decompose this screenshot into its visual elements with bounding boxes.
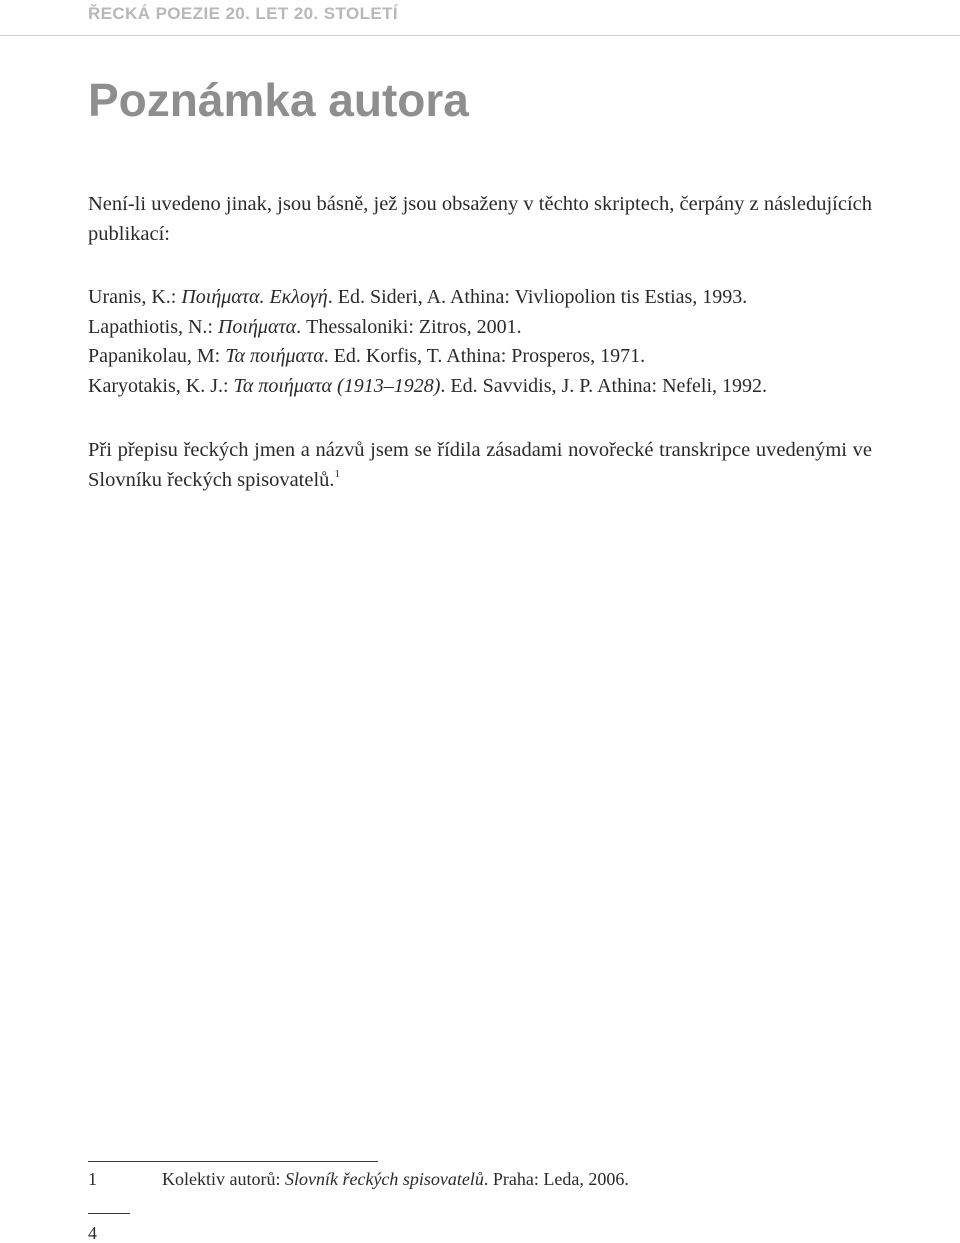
entry-details: . Ed. Savvidis, J. P. Athina: Nefeli, 1992. <box>440 375 768 398</box>
entry-title: Ποιήματα. Εκλογή <box>181 286 328 308</box>
running-header: ŘECKÁ POEZIE 20. LET 20. STOLETÍ <box>88 4 399 23</box>
entry-title: Ποιήματα <box>217 315 297 338</box>
entry-author: Papanikolau, M: <box>88 345 226 368</box>
entry-details: . Thessaloniki: Zitros, 2001. <box>296 315 522 338</box>
entry-author: Lapathiotis, N.: <box>88 315 218 338</box>
footnote-details: . Praha: Leda, 2006. <box>483 1169 629 1189</box>
footnote-divider <box>88 1161 378 1162</box>
transliteration-text: Při přepisu řeckých jmen a názvů jsem se řídila zásadami novořecké transkripce uvedenými ve Slovníku řeckých spisovatelů. <box>88 439 872 491</box>
bibliography-entry <box>88 372 888 402</box>
entry-details: . Ed. Sideri, A. Athina: Vivliopolion tis Estias, 1993. <box>327 286 748 308</box>
footnote <box>88 1168 872 1190</box>
bibliography-entry <box>88 283 888 313</box>
entry-author: Karyotakis, K. J.: <box>88 375 234 398</box>
bibliography-entry <box>88 342 888 372</box>
entry-title: Τα ποιήματα <box>225 345 324 368</box>
entry-details: . Ed. Korfis, T. Athina: Prosperos, 1971. <box>323 345 646 368</box>
bibliography-entry <box>88 313 888 343</box>
entry-title: Τα ποιήματα (1913–1928) <box>233 375 441 398</box>
page-number: 4 <box>88 1223 97 1243</box>
footnote-number: 1 <box>88 1169 97 1189</box>
footnote-title: Slovník řeckých spisovatelů <box>284 1169 484 1189</box>
header-divider <box>0 35 960 36</box>
bibliography-list <box>88 283 888 402</box>
intro-paragraph: Není-li uvedeno jinak, jsou básně, jež jsou obsaženy v těchto skriptech, čerpány z následujících publikací: <box>88 193 872 245</box>
footnote-prefix: Kolektiv autorů: <box>162 1169 285 1189</box>
footnote-reference[interactable]: 1 <box>334 468 341 480</box>
transliteration-paragraph <box>88 435 872 495</box>
page-title: Poznámka autora <box>88 74 469 126</box>
page-number-divider <box>88 1213 130 1214</box>
entry-author: Uranis, K.: <box>88 286 182 308</box>
